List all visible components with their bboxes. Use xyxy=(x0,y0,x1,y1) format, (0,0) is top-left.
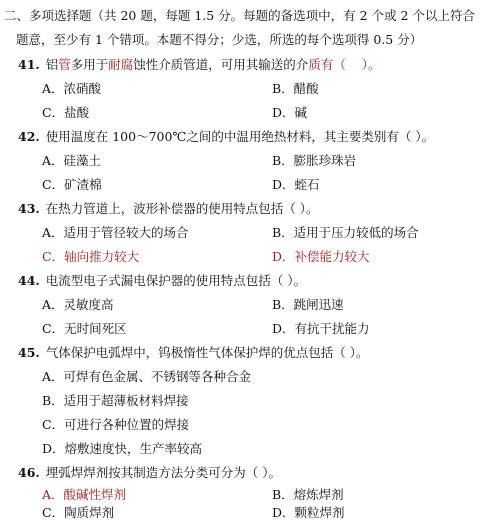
answer-paren-open: （ xyxy=(333,57,346,72)
question-text: 电流型电子式漏电保护器的使用特点包括（ ）。 xyxy=(45,273,306,288)
question-45 xyxy=(18,343,368,361)
question-number: 45. xyxy=(18,345,40,360)
question-text: 在热力管道上，波形补偿器的使用特点包括（ ）。 xyxy=(45,201,319,216)
option-42-c: C．矿渣棉 xyxy=(42,177,102,192)
option-42-a: A．硅藻土 xyxy=(42,153,102,168)
question-number: 46. xyxy=(18,465,40,480)
option-45-b: B．适用于超薄板材料焊接 xyxy=(42,393,189,408)
option-46-c: C．陶质焊剂 xyxy=(42,505,115,520)
question-text-highlight: 管 xyxy=(58,57,71,72)
question-text: 埋弧焊焊剂按其制造方法分类可分为（ ）。 xyxy=(45,465,281,480)
question-number: 44. xyxy=(18,273,40,288)
option-41-d: D．碱 xyxy=(272,105,308,120)
option-44-c: C．无时间死区 xyxy=(42,321,127,336)
option-41-a: A．浓硝酸 xyxy=(42,81,102,96)
section-heading-line2: 题意，至少有 1 个错项。本题不得分；少选，所选的每个选项得 0.5 分） xyxy=(16,32,423,47)
option-43-c: C．轴向推力较大 xyxy=(42,249,140,264)
option-43-a: A．适用于管径较大的场合 xyxy=(42,225,189,240)
question-text: 使用温度在 100～700℃之间的中温用绝热材料，其主要类别有（ ）。 xyxy=(45,129,435,144)
option-41-b: B．醋酸 xyxy=(272,81,319,96)
option-46-b: B．熔炼焊剂 xyxy=(272,487,344,502)
option-45-a: A．可焊有色金属、不锈钢等各种合金 xyxy=(42,369,252,384)
question-43 xyxy=(18,199,318,217)
answer-paren-close: ）。 xyxy=(361,57,381,72)
question-text-highlight: 质有 xyxy=(308,57,334,72)
option-44-a: A．灵敏度高 xyxy=(42,297,114,312)
question-number: 42. xyxy=(18,129,40,144)
option-45-c: C．可进行各种位置的焊接 xyxy=(42,417,190,432)
option-45-d: D．熔敷速度快，生产率较高 xyxy=(42,441,203,456)
option-41-c: C．盐酸 xyxy=(42,105,90,120)
option-42-b: B．膨胀珍珠岩 xyxy=(272,153,357,168)
option-42-d: D．蛭石 xyxy=(272,177,320,192)
question-text-part: 多用于 xyxy=(70,57,109,72)
question-44 xyxy=(18,271,306,289)
question-number: 43. xyxy=(18,201,40,216)
option-44-d: D．有抗干扰能力 xyxy=(272,321,370,336)
option-46-a: A．酸碱性焊剂 xyxy=(42,487,127,502)
question-text-part: 蚀性介质管道，可用其输送的介 xyxy=(133,57,309,72)
section-heading-line1: 二、多项选择题（共 20 题，每题 1.5 分。每题的备选项中，有 2 个或 2 个以上符合 xyxy=(4,8,475,23)
option-46-d: D．颗粒焊剂 xyxy=(272,505,345,520)
question-text-part: 铝 xyxy=(45,57,59,72)
option-43-b: B．适用于压力较低的场合 xyxy=(272,225,419,240)
question-41 xyxy=(18,55,381,73)
option-43-d: D．补偿能力较大 xyxy=(272,249,370,264)
question-number: 41. xyxy=(18,57,40,72)
question-42 xyxy=(18,127,434,145)
answer-blank xyxy=(346,57,362,72)
question-text-highlight: 耐腐 xyxy=(108,57,134,72)
question-46 xyxy=(18,463,281,481)
question-text: 气体保护电弧焊中，钨极惰性气体保护焊的优点包括（ ）。 xyxy=(45,345,369,360)
option-44-b: B．跳闸迅速 xyxy=(272,297,344,312)
